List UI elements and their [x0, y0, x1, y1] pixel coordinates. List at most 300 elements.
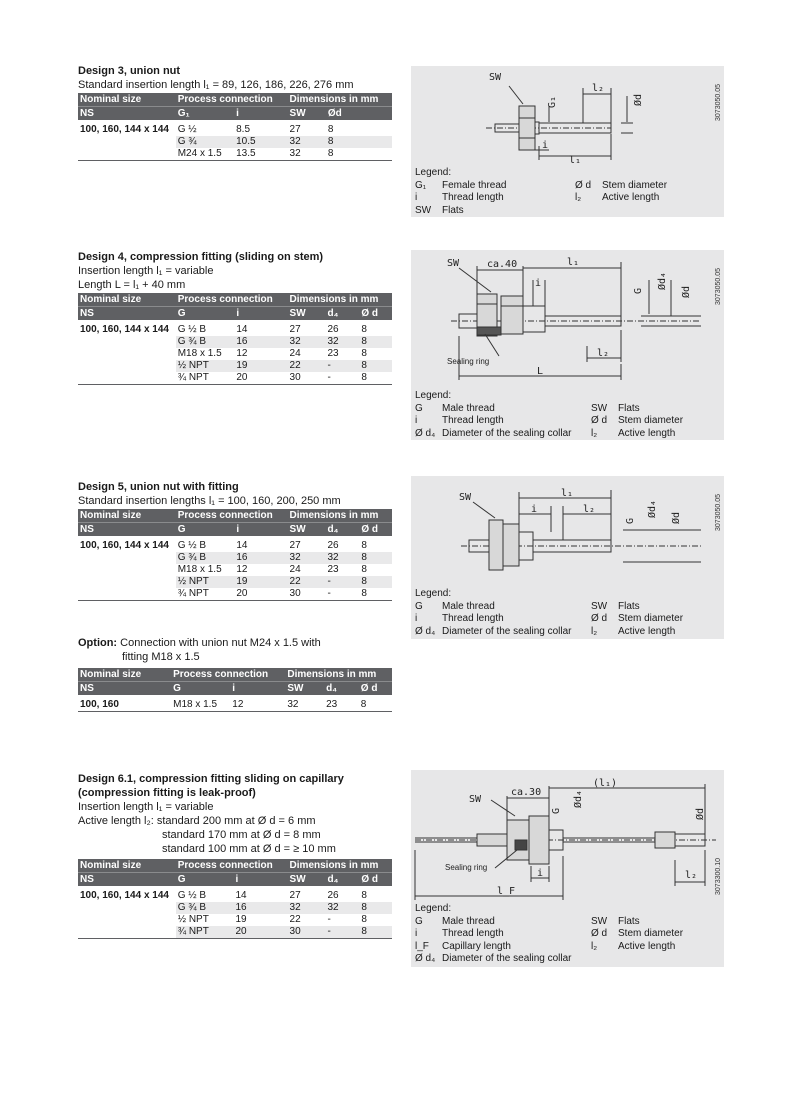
legend-row: [415, 192, 720, 205]
cell-empty: [360, 124, 392, 136]
label-lf: l_F: [497, 886, 516, 897]
label-l1: l₁: [561, 488, 574, 499]
table-row: [78, 576, 392, 588]
legend-symbol: SW: [591, 600, 608, 612]
cell-ns: [78, 926, 176, 939]
option-line2: fitting M18 x 1.5: [122, 651, 200, 663]
design5-section: [78, 480, 392, 601]
legend-text: Diameter of the sealing collar: [442, 427, 572, 439]
cell-d4: 23: [327, 564, 339, 575]
cell-sw: 32: [288, 336, 326, 348]
cell-i: 12: [236, 564, 248, 575]
option-table: [78, 668, 392, 712]
col-sw: SW: [288, 107, 326, 121]
design61-legend: [415, 903, 720, 966]
legend-title: Legend:: [415, 588, 452, 599]
cell-od: 8: [361, 914, 367, 925]
cell-g: M18 x 1.5: [177, 564, 222, 575]
cell-od: 8: [359, 588, 392, 601]
cell-od: 8: [361, 890, 367, 901]
legend-text: Thread length: [442, 613, 504, 624]
cell-i: 13.5: [234, 148, 287, 161]
option-text: Connection with union nut M24 x 1.5 with: [117, 637, 321, 649]
cell-d4: 26: [327, 890, 339, 901]
col-g: G: [176, 307, 235, 321]
cell-d4: 26: [327, 540, 339, 551]
label-sw: SW: [489, 72, 502, 83]
legend-row: [415, 626, 720, 639]
legend-text: Female thread: [442, 179, 507, 191]
label-l2: l₂: [685, 870, 698, 881]
design5-legend: [415, 588, 720, 638]
cell-sw: 32: [288, 136, 326, 148]
col-i: i: [234, 523, 287, 537]
legend-row: [415, 205, 720, 218]
design5-insertion-length: Standard insertion lengths l₁ = 100, 160, 200, 250 mm: [78, 495, 341, 507]
col-ns: NS: [78, 523, 176, 537]
legend-text: Active length: [618, 940, 676, 952]
legend-text: Stem diameter: [618, 928, 684, 939]
cell-sw: 32: [285, 699, 324, 712]
legend-text: Stem diameter: [618, 415, 684, 426]
cell-od: 8: [326, 148, 361, 161]
col-g: G: [176, 523, 235, 537]
col-g: G: [176, 873, 234, 887]
col-dimensions: Dimensions in mm: [288, 93, 392, 107]
cell-i: 19: [235, 914, 247, 925]
label-od4: Ød₄: [647, 499, 658, 518]
col-d4: d₄: [326, 523, 360, 537]
legend-text: Thread length: [442, 192, 504, 203]
table-row: [78, 324, 392, 336]
cell-d4: -: [326, 372, 360, 385]
design3-legend: [415, 167, 720, 217]
label-ca40: ca.40: [487, 259, 518, 270]
cell-empty: [360, 136, 392, 148]
label-l1: l₁: [567, 257, 580, 268]
legend-symbol: Ø d: [591, 613, 608, 624]
cell-od: 8: [359, 552, 392, 564]
label-i: i: [531, 504, 538, 515]
label-od: Ød: [681, 285, 692, 298]
design61-active-length-1: Active length l₂: standard 200 mm at Ø d = 6 mm: [78, 815, 316, 827]
cell-i: 14: [235, 890, 247, 901]
legend-text: Flats: [618, 915, 640, 927]
cell-d4: -: [326, 926, 360, 939]
cell-i: 8.5: [236, 124, 251, 135]
legend-symbol: G: [415, 600, 423, 612]
legend-symbol: l₂: [591, 625, 598, 637]
cell-sw: 27: [289, 540, 301, 551]
cell-g: G ¾ B: [176, 336, 235, 348]
design3-drawing-panel: [411, 66, 724, 217]
cell-ns: [78, 336, 176, 348]
legend-symbol: Ø d: [575, 179, 592, 191]
label-g: G: [551, 807, 562, 814]
legend-row: [415, 941, 720, 954]
cell-ns: [78, 914, 176, 926]
legend-row: [415, 415, 720, 428]
col-dimensions: Dimensions in mm: [288, 509, 392, 523]
label-g1: G₁: [547, 95, 558, 108]
col-i: i: [234, 307, 287, 321]
col-od: Ø d: [359, 873, 392, 887]
table-row: [78, 148, 392, 161]
col-ns: NS: [78, 682, 171, 696]
cell-od: 8: [359, 360, 392, 372]
cell-i: 20: [234, 588, 287, 601]
cell-ns: [78, 564, 176, 576]
col-ns: NS: [78, 107, 176, 121]
cell-i: 19: [234, 360, 287, 372]
cell-g: G ¾ B: [176, 902, 234, 914]
design61-section: [78, 772, 392, 939]
col-nominal-size: Nominal size: [78, 859, 176, 873]
legend-symbol: i: [415, 613, 418, 624]
design5-doc-number: 3073050.05: [715, 494, 722, 531]
cell-ns: 100, 160: [78, 699, 171, 712]
col-od: Ø d: [359, 307, 392, 321]
table-row: [78, 699, 392, 712]
cell-od: 8: [326, 136, 361, 148]
label-ca30: ca.30: [511, 787, 542, 798]
legend-symbol: l₂: [575, 192, 582, 203]
legend-row: [415, 180, 720, 193]
design4-doc-number: 3073050.05: [715, 268, 722, 305]
design3-insertion-length: Standard insertion length l₁ = 89, 126, 186, 226, 276 mm: [78, 79, 354, 91]
label-od: Ød: [695, 807, 706, 820]
legend-symbol: Ø d₄: [415, 427, 436, 439]
cell-od: 8: [359, 336, 392, 348]
design5-drawing-panel: [411, 476, 724, 639]
cell-sw: 27: [289, 890, 301, 901]
cell-od: 8: [327, 124, 334, 135]
legend-text: Thread length: [442, 928, 504, 939]
label-i: i: [542, 140, 549, 151]
table-row: [78, 360, 392, 372]
cell-d4: -: [326, 588, 360, 601]
legend-symbol: i: [415, 928, 418, 939]
cell-i: 16: [234, 336, 287, 348]
label-g: G: [633, 287, 644, 294]
design61-doc-number: 3073300.10: [715, 858, 722, 895]
legend-text: Male thread: [442, 915, 495, 927]
label-i: i: [537, 868, 544, 879]
cell-sw: 30: [288, 926, 326, 939]
cell-sw: 30: [288, 588, 326, 601]
table-row: [78, 336, 392, 348]
col-od: Ød: [326, 107, 361, 121]
cell-sw: 22: [289, 914, 301, 925]
label-od: Ød: [633, 93, 644, 106]
legend-symbol: G: [415, 915, 423, 927]
cell-i: 12: [236, 348, 248, 359]
legend-text: Active length: [618, 625, 676, 637]
cell-od: 8: [359, 902, 392, 914]
legend-row: [415, 928, 720, 941]
cell-ns: [78, 372, 176, 385]
col-nominal-size: Nominal size: [78, 93, 176, 107]
cell-ns: 100, 160, 144 x 144: [80, 890, 169, 901]
cell-g: ¾ NPT: [176, 588, 235, 601]
option-line1: [78, 636, 392, 650]
col-dimensions: Dimensions in mm: [288, 859, 392, 873]
col-sw: SW: [288, 873, 326, 887]
cell-ns: [78, 576, 176, 588]
legend-text: Diameter of the sealing collar: [442, 625, 572, 637]
table-row: [78, 926, 392, 939]
cell-g: G ½ B: [177, 890, 207, 901]
design5-table: [78, 509, 392, 601]
col-od: Ø d: [359, 523, 392, 537]
legend-title: Legend:: [415, 903, 452, 914]
col-i: i: [234, 107, 287, 121]
cell-g: G ½ B: [177, 324, 207, 335]
legend-text: Male thread: [442, 600, 495, 612]
cell-sw: 32: [288, 552, 326, 564]
cell-sw: 32: [288, 148, 326, 161]
col-sw: SW: [288, 307, 326, 321]
design4-section: [78, 250, 392, 385]
legend-symbol: G₁: [415, 179, 427, 191]
cell-i: 14: [236, 324, 248, 335]
cell-sw: 24: [289, 564, 301, 575]
legend-symbol: i: [415, 415, 418, 426]
col-ns: NS: [78, 307, 176, 321]
cell-i: 10.5: [234, 136, 287, 148]
cell-g: M18 x 1.5: [171, 699, 230, 712]
table-row: [78, 124, 392, 136]
legend-text: Thread length: [442, 415, 504, 426]
label-od: Ød: [671, 511, 682, 524]
legend-text: Stem diameter: [618, 613, 684, 624]
design4-title: Design 4, compression fitting (sliding on stem): [78, 251, 324, 263]
cell-i: 16: [234, 552, 287, 564]
legend-symbol: l₂: [591, 427, 598, 439]
cell-sw: 27: [289, 124, 301, 135]
label-sw: SW: [469, 794, 482, 805]
col-nominal-size: Nominal size: [78, 293, 176, 307]
design4-table: [78, 293, 392, 385]
col-process-connection: Process connection: [176, 293, 288, 307]
legend-text: Diameter of the sealing collar: [442, 953, 572, 964]
design4-insertion-length: Insertion length l₁ = variable: [78, 265, 214, 277]
cell-od: 8: [361, 324, 367, 335]
cell-od: 8: [359, 576, 392, 588]
cell-sw: 27: [289, 324, 301, 335]
design61-drawing-panel: [411, 770, 724, 967]
legend-row: [415, 916, 720, 929]
label-od4: Ød₄: [657, 271, 668, 290]
cell-ns: [78, 148, 176, 161]
col-d4: d₄: [326, 873, 360, 887]
cell-d4: -: [326, 576, 360, 588]
cell-ns: 100, 160, 144 x 144: [80, 124, 169, 135]
label-g: G: [625, 517, 636, 524]
design61-table: [78, 859, 392, 939]
cell-d4: -: [326, 360, 360, 372]
cell-od: 8: [359, 372, 392, 385]
legend-row: [415, 601, 720, 614]
label-L: L: [537, 366, 544, 377]
col-sw: SW: [288, 523, 326, 537]
legend-symbol: i: [415, 192, 418, 203]
cell-d4: 26: [327, 324, 339, 335]
cell-i: 16: [233, 902, 287, 914]
cell-i: 20: [234, 372, 287, 385]
cell-g: M24 x 1.5: [176, 148, 234, 161]
cell-d4: 23: [327, 348, 339, 359]
design3-title: Design 3, union nut: [78, 65, 181, 77]
cell-i: 14: [236, 540, 248, 551]
legend-symbol: SW: [415, 204, 432, 216]
col-dimensions: Dimensions in mm: [288, 293, 392, 307]
cell-i: 12: [230, 699, 285, 712]
option-section: [78, 636, 392, 712]
cell-g: G ½: [177, 124, 197, 135]
label-i: i: [535, 278, 542, 289]
design3-table: [78, 93, 392, 161]
col-g: G: [171, 682, 230, 696]
table-row: [78, 588, 392, 601]
legend-row: [415, 613, 720, 626]
table-row: [78, 914, 392, 926]
cell-g: G ¾ B: [176, 552, 235, 564]
col-dimensions: Dimensions in mm: [285, 668, 392, 682]
cell-sw: 22: [288, 360, 326, 372]
cell-g: G ½ B: [177, 540, 207, 551]
legend-symbol: Ø d₄: [415, 625, 436, 637]
col-od: Ø d: [359, 682, 392, 696]
design61-active-length-2: standard 170 mm at Ø d = 8 mm: [162, 829, 321, 841]
design61-subtitle: (compression fitting is leak-proof): [78, 787, 256, 799]
option-label: Option:: [78, 637, 118, 649]
legend-title: Legend:: [415, 390, 452, 401]
cell-od: 8: [359, 699, 392, 712]
design3-doc-number: 3073050.05: [715, 84, 722, 121]
table-row: [78, 890, 392, 902]
design4-drawing-panel: [411, 250, 724, 440]
label-l2: l₂: [597, 348, 610, 359]
cell-ns: [78, 360, 176, 372]
col-process-connection: Process connection: [171, 668, 285, 682]
legend-text: Active length: [618, 427, 676, 439]
label-sw: SW: [459, 492, 472, 503]
cell-ns: [78, 136, 176, 148]
label-sw: SW: [447, 258, 460, 269]
cell-od: 8: [361, 564, 367, 575]
table-row: [78, 902, 392, 914]
col-nominal-size: Nominal size: [78, 509, 176, 523]
design61-active-length-3: standard 100 mm at Ø d = ≥ 10 mm: [162, 843, 336, 855]
cell-ns: [78, 552, 176, 564]
legend-title: Legend:: [415, 167, 452, 178]
col-nominal-size: Nominal size: [78, 668, 171, 682]
table-row: [78, 348, 392, 360]
legend-symbol: Ø d₄: [415, 953, 436, 964]
cell-d4: 23: [324, 699, 359, 712]
legend-symbol: l₂: [591, 940, 598, 952]
cell-d4: 32: [326, 902, 360, 914]
cell-ns: [78, 588, 176, 601]
label-l1-paren: (l₁): [593, 778, 618, 789]
col-process-connection: Process connection: [176, 93, 288, 107]
cell-ns: 100, 160, 144 x 144: [80, 324, 169, 335]
legend-text: Stem diameter: [602, 179, 668, 191]
cell-g: ½ NPT: [177, 914, 209, 925]
cell-g: ¾ NPT: [176, 372, 235, 385]
cell-sw: 24: [289, 348, 301, 359]
legend-row: [415, 403, 720, 416]
legend-text: Flats: [618, 600, 640, 612]
design5-title: Design 5, union nut with fitting: [78, 481, 239, 493]
cell-d4: 32: [326, 336, 360, 348]
legend-symbol: Ø d: [591, 928, 608, 939]
table-row: [78, 136, 392, 148]
cell-od: 8: [361, 540, 367, 551]
col-d4: d₄: [326, 307, 360, 321]
cell-g: ½ NPT: [176, 360, 235, 372]
design61-insertion-length: Insertion length l₁ = variable: [78, 801, 214, 813]
label-l2: l₂: [592, 83, 605, 94]
legend-symbol: SW: [591, 402, 608, 414]
table-row: [78, 552, 392, 564]
col-i: i: [233, 873, 287, 887]
cell-i: 19: [234, 576, 287, 588]
col-process-connection: Process connection: [176, 509, 288, 523]
design61-title: Design 6.1, compression fitting sliding on capillary: [78, 773, 344, 785]
legend-text: Active length: [602, 192, 660, 203]
design3-section: [78, 64, 392, 161]
cell-od: 8: [361, 348, 367, 359]
sealing-ring-label: Sealing ring: [447, 357, 490, 366]
cell-ns: [78, 902, 176, 914]
legend-symbol: l_F: [415, 940, 429, 952]
col-process-connection: Process connection: [176, 859, 288, 873]
col-i: i: [230, 682, 285, 696]
col-g1: G₁: [176, 107, 234, 121]
label-l2: l₂: [583, 504, 596, 515]
cell-d4: 32: [326, 552, 360, 564]
legend-text: Flats: [442, 204, 464, 216]
design4-legend: [415, 390, 720, 440]
cell-d4: -: [327, 914, 331, 925]
col-sw: SW: [285, 682, 324, 696]
cell-g: ¾ NPT: [176, 926, 234, 939]
cell-ns: [78, 348, 176, 360]
legend-text: Capillary length: [442, 940, 511, 952]
col-ns: NS: [78, 873, 176, 887]
cell-empty: [360, 148, 392, 161]
legend-text: Flats: [618, 402, 640, 414]
col-empty: [360, 107, 392, 121]
legend-row: [415, 428, 720, 441]
cell-sw: 22: [288, 576, 326, 588]
cell-g: M18 x 1.5: [177, 348, 222, 359]
legend-row: [415, 953, 720, 966]
legend-text: Male thread: [442, 402, 495, 414]
table-row: [78, 372, 392, 385]
table-row: [78, 564, 392, 576]
col-d4: d₄: [324, 682, 359, 696]
label-l1: l₁: [569, 155, 582, 166]
legend-symbol: Ø d: [591, 415, 608, 426]
design4-length: Length L = l₁ + 40 mm: [78, 279, 186, 291]
sealing-ring-label: Sealing ring: [445, 863, 488, 872]
cell-sw: 32: [288, 902, 326, 914]
cell-od: 8: [359, 926, 392, 939]
legend-symbol: G: [415, 402, 423, 414]
